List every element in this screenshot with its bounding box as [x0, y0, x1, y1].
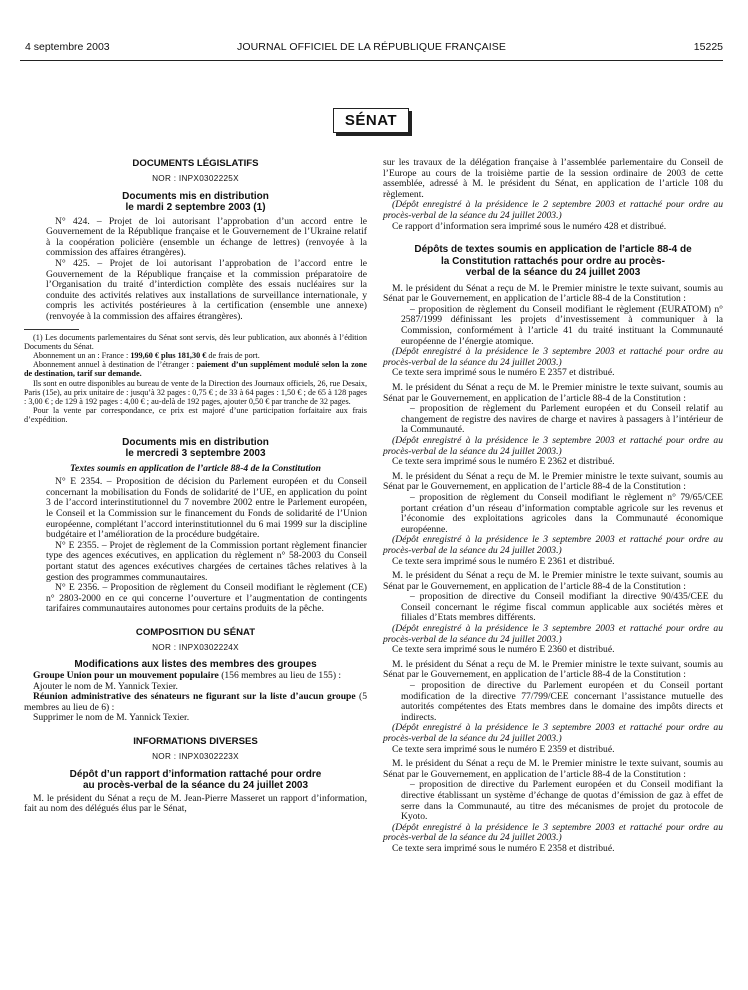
group-union: Groupe Union pour un mouvement populaire (156 membres au lieu de 155) : — [33, 669, 342, 681]
page-header — [20, 41, 723, 57]
deposit-block: M. le président du Sénat a reçu de M. le Premier ministre le texte suivant, soumis au Sénat par le Gouvernement, en application de l’article 88-4 de la Constitution : – proposition de règlement du Conseil modifiant le règlement (EURATOM) n° 2587/1999 définissant les projets d’investissement à communiquer à la Commission, conformément à l’article 41 du traité instituant la Communauté européenne de l’énergie atomique. (Dépôt enregistré à la présidence le 3 septembre 2003 et rattaché pour ordre au procès-verbal de la séance du 24 juillet 2003.) Ce texte sera imprimé sous le numéro E 2357 et distribué. — [383, 282, 723, 379]
report-print-note: Ce rapport d’information sera imprimé sous le numéro 428 et distribué. — [392, 220, 667, 232]
issue-date: 4 septembre 2003 — [25, 41, 110, 53]
section-title-box — [333, 108, 409, 133]
bill-number: N° 425. — [55, 257, 90, 269]
header-rule — [20, 60, 723, 61]
distribution-heading-line1: Documents mis en distribution — [122, 436, 269, 448]
footnote-subscription: Abonnement un an : France : 199,60 € plus 181,30 € de frais de port. — [33, 350, 260, 360]
footnote-prices: Ils sont en outre disponibles au bureau de vente de la Direction des Journaux officiels, 26, rue Desaix, Paris (15e), au prix unitaire de : jusqu’à 32 pages : 0,75 € ; de 33 à 64 pages : 1,50 € ; de 65 à 128 pages : 3,00 € ; de 129 à 192 pages : 4,00 € ; au-delà de 192 pages, ajouter 0,50 € par tranche de 32 pages. — [24, 378, 367, 406]
distribution-heading-2 — [24, 437, 367, 460]
right-column — [383, 158, 723, 855]
composition-heading: COMPOSITION DU SÉNAT — [135, 626, 256, 638]
info-heading: INFORMATIONS DIVERSES — [133, 735, 258, 747]
page-number: 15225 — [693, 41, 723, 53]
distribution-heading-line2: le mercredi 3 septembre 2003 — [125, 448, 266, 460]
deposits-heading: Dépôts de textes soumis en application de l’article 88-4 de la Constitution rattachés pour ordre au procès- verbal de la séance du 24 juillet 2003 — [414, 244, 692, 279]
report-text: M. le président du Sénat a reçu de M. Jean-Pierre Masseret un rapport d’information, fait au nom des délégués élus par le Sénat, — [24, 792, 367, 815]
deposit-block: M. le président du Sénat a reçu de M. le Premier ministre le texte suivant, soumis au Sénat par le Gouvernement, en application de l’article 88-4 de la Constitution : – proposition de règlement du Conseil modifiant le règlement n° 79/65/CEE portant création d’un réseau d’information comptable agricole sur les revenus et l’économie des exploitations agricoles dans la Communauté économique européenne. (Dépôt enregistré à la présidence le 3 septembre 2003 et rattaché pour ordre au procès-verbal de la séance du 24 juillet 2003.) Ce texte sera imprimé sous le numéro E 2361 et distribué. — [383, 470, 723, 567]
nor-reference: NOR : INPX0302224X — [152, 642, 239, 652]
groups-heading: Modifications aux listes des membres des groupes — [74, 659, 317, 671]
footnote-1: (1) Les documents parlementaires du Sénat sont servis, dès leur publication, aux abonnés à l’édition Documents du Sénat. — [24, 332, 367, 351]
left-column — [24, 158, 367, 815]
footnote-mail: Pour la vente par correspondance, ce prix est majoré d’une participation forfaitaire aux frais d’expédition. — [24, 406, 367, 425]
bill-item-424 — [24, 217, 367, 259]
e-item-2355: N° E 2355. – Projet de règlement de la Commission portant règlement financier type des agences exécutives, en application du règlement n° 58-2003 du Conseil portant statut des agences exécutives chargées de certaines tâches relatives à la gestion des programmes communautaires. — [46, 539, 367, 583]
footnote-abroad: Abonnement annuel à destination de l’étranger : paiement d’un supplément modulé selon la zone de destination, tarif sur demande. — [24, 360, 367, 379]
group-reunion: Réunion administrative des sénateurs ne figurant sur la liste d’aucun groupe (5 membres au lieu de 6) : — [24, 691, 367, 713]
deposit-block: M. le président du Sénat a reçu de M. le Premier ministre le texte suivant, soumis au Sénat par le Gouvernement, en application de l’article 88-4 de la Constitution : – proposition de directive du Conseil modifiant la directive 90/435/CEE du Conseil concernant le régime fiscal commun applicable aux sociétés mères et filiales d’Etats membres différents. (Dépôt enregistré à la présidence le 3 septembre 2003 et rattaché pour ordre au procès-verbal de la séance du 24 juillet 2003.) Ce texte sera imprimé sous le numéro E 2360 et distribué. — [383, 570, 723, 656]
distribution-heading — [24, 191, 367, 214]
add-name: Ajouter le nom de M. Yannick Texier. — [33, 680, 178, 692]
e-item-2356: N° E 2356. – Proposition de règlement du Conseil modifiant le règlement (CE) n° 2803-2000 en ce qui concerne l’ouverture et l’augmentation de contingents tarifaires communautaires autonomes pour certains produits de la pêche. — [46, 582, 368, 615]
report-continuation: sur les travaux de la délégation française à l’assemblée parlementaire du Conseil de l’Europe au cours de la troisième partie de la session ordinaire de 2003 de cette assemblée, adressé à M. le président du Sénat, en application de l’article 108 du règlement. — [383, 157, 723, 200]
italic-subtitle: Textes soumis en application de l’article 88-4 de la Constitution — [70, 462, 321, 474]
footnote — [24, 329, 367, 425]
deposit-block: M. le président du Sénat a reçu de M. le Premier ministre le texte suivant, soumis au Sénat par le Gouvernement, en application de l’article 88-4 de la Constitution : – proposition de directive du Parlement européen et du Conseil modifiant la directive établissant un système d’échange de quotas d’émission de gaz à effet de serre dans la Communauté, au titre des mécanismes de projet du protocole de Kyoto. (Dépôt enregistré à la présidence le 3 septembre 2003 et rattaché pour ordre au procès-verbal de la séance du 24 juillet 2003.) Ce texte sera imprimé sous le numéro E 2358 et distribué. — [383, 758, 723, 854]
bill-item-425 — [24, 259, 367, 323]
remove-name: Supprimer le nom de M. Yannick Texier. — [33, 712, 190, 724]
bill-text: – Projet de loi autorisant l’approbation d’un accord entre le Gouvernement de la République française et le Gouvernement de l’Ukraine relatif à la coopération policière (ensemble un échange de lettres) (renvoyée à la commission des affaires étrangères). — [46, 215, 367, 259]
e-item-2354: N° E 2354. – Proposition de décision du Parlement européen et du Conseil concernant la mobilisation du Fonds de solidarité de l’UE, en application du point 3 de l’accord interinstitutionnel du 7 novembre 2002 entre le Parlement européen, le Conseil et la Commission sur le financement du Fonds de solidarité de l’Union européenne, complétant l’accord interinstitutionnel du 6 mai 1999 sur la discipline budgétaire et l’amélioration de la procédure budgétaire. — [46, 476, 367, 541]
distribution-heading-line2: le mardi 2 septembre 2003 (1) — [125, 202, 266, 214]
report-deposit-note: (Dépôt enregistré à la présidence le 2 septembre 2003 et rattaché pour ordre au procès-verbal de la séance du 24 juillet 2003.) — [383, 199, 723, 221]
report-heading: Dépôt d’un rapport d’information rattaché pour ordre au procès-verbal de la séance du 24 juillet 2003 — [69, 768, 322, 792]
bill-text: – Projet de loi autorisant l’approbation de l’accord entre le Gouvernement de la République française et la commission préparatoire de l’Organisation du traité d’interdiction complète des essais nucléaires sur la conduite des activités relatives aux installations de surveillance internationale, y compris les activités postérieures à la certification (ensemble une annexe) (renvoyée à la commission des affaires étrangères). — [46, 257, 367, 322]
deposit-block: M. le président du Sénat a reçu de M. le Premier ministre le texte suivant, soumis au Sénat par le Gouvernement, en application de l’article 88-4 de la Constitution : – proposition de directive du Parlement européen et du Conseil portant modification de la directive 77/799/CEE concernant l’assistance mutuelle des autorités compétentes des Etats membres dans le domaine des impôts directs et indirects. (Dépôt enregistré à la présidence le 3 septembre 2003 et rattaché pour ordre au procès-verbal de la séance du 24 juillet 2003.) Ce texte sera imprimé sous le numéro E 2359 et distribué. — [383, 658, 723, 755]
deposit-block: M. le président du Sénat a reçu de M. le Premier ministre le texte suivant, soumis au Sénat par le Gouvernement, en application de l’article 88-4 de la Constitution : – proposition de règlement du Parlement européen et du Conseil relatif au changement de registre des navires de charge et navires à passagers à l’intérieur de la Communauté. (Dépôt enregistré à la présidence le 3 septembre 2003 et rattaché pour ordre au procès-verbal de la séance du 24 juillet 2003.) Ce texte sera imprimé sous le numéro E 2362 et distribué. — [383, 382, 723, 468]
distribution-heading-line1: Documents mis en distribution — [122, 190, 269, 202]
section-title: SÉNAT — [344, 112, 398, 129]
nor-reference: NOR : INPX0302223X — [152, 751, 239, 761]
journal-title: JOURNAL OFFICIEL DE LA RÉPUBLIQUE FRANÇAISE — [237, 41, 506, 53]
bill-number: N° 424. — [55, 215, 90, 227]
nor-reference: NOR : INPX0302225X — [152, 174, 239, 183]
docs-heading: DOCUMENTS LÉGISLATIFS — [132, 158, 259, 169]
